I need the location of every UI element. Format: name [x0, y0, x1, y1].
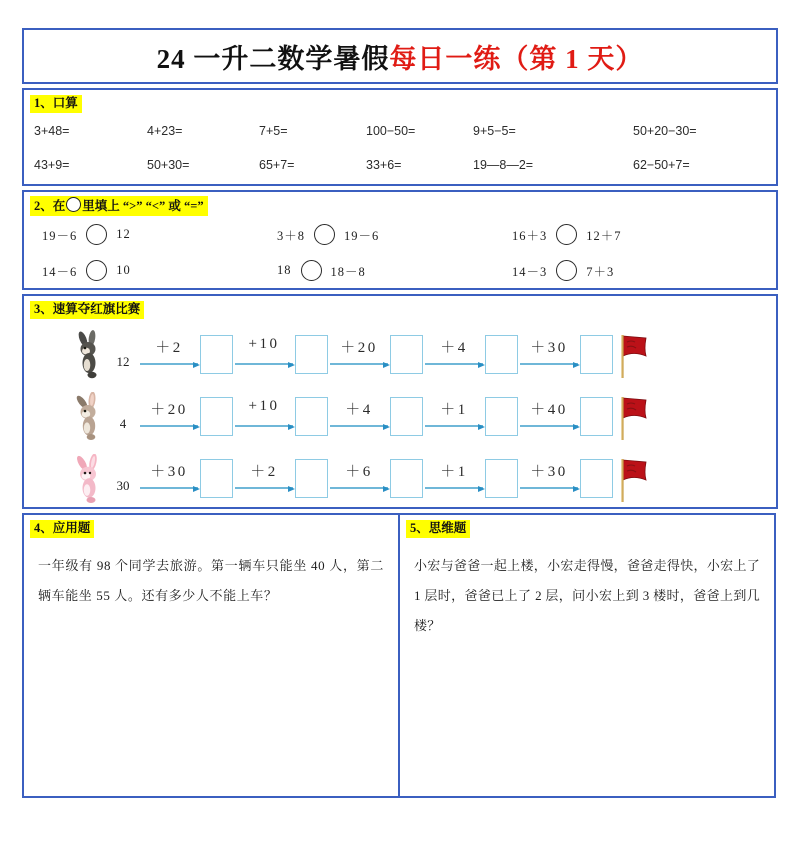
compare-right: 19－6: [344, 228, 380, 243]
answer-box[interactable]: [200, 397, 233, 436]
arrow-line: [330, 487, 388, 488]
section-word-problem: [22, 513, 400, 798]
arrow-line: [235, 487, 293, 488]
arrow-line: [330, 363, 388, 364]
arrow-head-icon: [478, 486, 485, 492]
arrow-head-icon: [573, 362, 580, 368]
operation-arrow: [138, 336, 200, 376]
race-start-value: 12: [116, 354, 130, 369]
section4-number: 4、: [34, 521, 53, 535]
arrow-head-icon: [383, 486, 390, 492]
rabbit-icon: [72, 454, 108, 504]
race-step: [233, 335, 328, 376]
operation-label: ＋20: [340, 339, 378, 356]
arrow-head-icon: [288, 424, 295, 430]
compare-item: [277, 260, 512, 281]
answer-box[interactable]: [485, 459, 518, 498]
section1-title: 口算: [52, 96, 78, 110]
compare-right: 12: [116, 227, 131, 241]
oral-problem: 100−50=: [366, 124, 416, 138]
operation-arrow: [423, 336, 485, 376]
operation-label: ＋6: [345, 463, 373, 480]
answer-box[interactable]: [390, 459, 423, 498]
arrow-line: [140, 363, 198, 364]
arrow-head-icon: [478, 424, 485, 430]
section5-header: [406, 519, 470, 538]
compare-grid: [42, 224, 768, 281]
arrow-head-icon: [573, 486, 580, 492]
operation-arrow: [233, 336, 295, 376]
answer-box[interactable]: [200, 335, 233, 374]
operation-arrow: [423, 398, 485, 438]
section4-header: [30, 519, 94, 538]
section5-title: 思维题: [428, 521, 467, 535]
section1-header: [30, 94, 82, 113]
compare-left: 16＋3: [512, 228, 548, 243]
race-step: [138, 335, 233, 376]
arrow-head-icon: [193, 486, 200, 492]
red-flag-icon: [617, 392, 651, 442]
race-row: [24, 386, 776, 448]
oral-problem: 50+20−30=: [633, 124, 697, 138]
bottom-problems: [22, 513, 778, 798]
answer-box[interactable]: [580, 335, 613, 374]
race-row: [24, 324, 776, 386]
compare-right: 18－8: [330, 264, 366, 279]
section4-title: 应用题: [52, 521, 91, 535]
answer-box[interactable]: [580, 459, 613, 498]
answer-box[interactable]: [295, 335, 328, 374]
operation-arrow: [518, 460, 580, 500]
arrow-head-icon: [478, 362, 485, 368]
title-black-part: 24 一升二数学暑假: [156, 43, 390, 74]
answer-box[interactable]: [485, 397, 518, 436]
arrow-line: [425, 425, 483, 426]
section3-header: [30, 300, 144, 319]
operation-label: ＋40: [530, 401, 568, 418]
answer-box[interactable]: [200, 459, 233, 498]
answer-box[interactable]: [390, 335, 423, 374]
oral-problem: 19—8—2=: [473, 158, 534, 172]
title-banner: [22, 28, 778, 84]
oral-problem: 50+30=: [147, 158, 190, 172]
oral-problem: 43+9=: [34, 158, 70, 172]
operation-arrow: [518, 398, 580, 438]
answer-circle[interactable]: [556, 224, 577, 245]
page-title: [157, 37, 644, 76]
title-red-part: 每日一练（第 1 天）: [389, 43, 644, 74]
race-step: [138, 459, 233, 500]
race-row: [24, 448, 776, 510]
section3-title: 速算夺红旗比赛: [52, 302, 141, 316]
compare-item: [277, 224, 512, 245]
race-step: [328, 459, 423, 500]
answer-circle[interactable]: [301, 260, 322, 281]
arrow-head-icon: [383, 362, 390, 368]
compare-left: 14－3: [512, 264, 548, 279]
compare-left: 18: [277, 263, 292, 277]
compare-item: [42, 260, 277, 281]
race-step: [423, 459, 518, 500]
answer-box[interactable]: [580, 397, 613, 436]
section1-number: 1、: [34, 96, 53, 110]
answer-circle[interactable]: [86, 224, 107, 245]
compare-item: [512, 224, 768, 245]
operation-label: ＋1: [440, 401, 468, 418]
operation-arrow: [233, 460, 295, 500]
race-start-value: 30: [116, 478, 130, 493]
compare-item: [42, 224, 277, 245]
oral-problem: 4+23=: [147, 124, 183, 138]
operation-label: ＋30: [150, 463, 188, 480]
arrow-head-icon: [288, 486, 295, 492]
arrow-line: [425, 487, 483, 488]
compare-left: 3＋8: [277, 228, 306, 243]
compare-left: 19－6: [42, 228, 78, 243]
race-step: [233, 397, 328, 438]
compare-item: [512, 260, 768, 281]
arrow-line: [140, 425, 198, 426]
operation-arrow: [328, 398, 390, 438]
operation-arrow: [328, 336, 390, 376]
operation-arrow: [518, 336, 580, 376]
rabbit-icon: [72, 392, 108, 442]
arrow-head-icon: [193, 362, 200, 368]
answer-circle[interactable]: [556, 260, 577, 281]
answer-box[interactable]: [390, 397, 423, 436]
worksheet-page: [22, 28, 778, 816]
operation-label: ＋2: [250, 463, 278, 480]
race-step: [518, 397, 613, 438]
arrow-head-icon: [193, 424, 200, 430]
arrow-line: [425, 363, 483, 364]
operation-label: +10: [248, 335, 280, 352]
arrow-line: [140, 487, 198, 488]
answer-box[interactable]: [295, 459, 328, 498]
arrow-line: [520, 487, 578, 488]
section3-number: 3、: [34, 302, 53, 316]
section-speed-race: [22, 294, 778, 509]
race-step: [328, 397, 423, 438]
race-step: [138, 397, 233, 438]
compare-left: 14－6: [42, 264, 78, 279]
operation-label: ＋30: [530, 463, 568, 480]
oral-problem: 3+48=: [34, 124, 70, 138]
oral-problem-grid: [34, 124, 768, 172]
operation-arrow: [233, 398, 295, 438]
section-thinking-problem: [398, 513, 776, 798]
arrow-line: [520, 363, 578, 364]
operation-arrow: [423, 460, 485, 500]
red-flag-icon: [617, 330, 651, 380]
answer-circle[interactable]: [314, 224, 335, 245]
answer-box[interactable]: [295, 397, 328, 436]
operation-label: ＋4: [345, 401, 373, 418]
section2-header: [30, 196, 208, 216]
operation-label: ＋4: [440, 339, 468, 356]
race-rows: [24, 324, 776, 510]
race-step: [328, 335, 423, 376]
operation-label: +10: [248, 397, 280, 414]
word-problem-text: 一年级有 98 个同学去旅游。第一辆车只能坐 40 人，第二辆车能坐 55 人。还有多少人不能上车？: [38, 558, 384, 603]
section-oral-arithmetic: [22, 88, 778, 186]
race-step: [518, 459, 613, 500]
operation-label: ＋1: [440, 463, 468, 480]
section2-title-post: 里填上 “>” “<” 或 “=”: [82, 199, 204, 213]
oral-problem: 7+5=: [259, 124, 288, 138]
race-step: [233, 459, 328, 500]
oral-problem: 33+6=: [366, 158, 402, 172]
arrow-line: [520, 425, 578, 426]
compare-right: 10: [116, 263, 131, 277]
answer-box[interactable]: [485, 335, 518, 374]
arrow-line: [235, 363, 293, 364]
section2-number: 2、: [34, 199, 53, 213]
section-compare: [22, 190, 778, 290]
red-flag-icon: [617, 454, 651, 504]
race-step: [518, 335, 613, 376]
rabbit-icon: [72, 330, 108, 380]
operation-label: ＋2: [155, 339, 183, 356]
arrow-head-icon: [383, 424, 390, 430]
circle-icon: [66, 197, 81, 212]
section2-title-pre: 在: [52, 199, 66, 213]
arrow-line: [330, 425, 388, 426]
arrow-line: [235, 425, 293, 426]
race-start-value: 4: [119, 416, 127, 431]
thinking-problem-text: 小宏与爸爸一起上楼，小宏走得慢，爸爸走得快，小宏上了 1 层时，爸爸已上了 2 层，问小宏上到 3 楼时，爸爸上到几楼？: [414, 558, 760, 633]
arrow-head-icon: [573, 424, 580, 430]
arrow-head-icon: [288, 362, 295, 368]
operation-label: ＋20: [150, 401, 188, 418]
oral-problem: 62−50+7=: [633, 158, 690, 172]
operation-arrow: [138, 460, 200, 500]
oral-problem: 9+5−5=: [473, 124, 516, 138]
compare-right: 7＋3: [586, 264, 615, 279]
operation-arrow: [328, 460, 390, 500]
operation-label: ＋30: [530, 339, 568, 356]
race-step: [423, 397, 518, 438]
oral-problem: 65+7=: [259, 158, 295, 172]
answer-circle[interactable]: [86, 260, 107, 281]
section5-number: 5、: [410, 521, 429, 535]
compare-right: 12＋7: [586, 228, 622, 243]
operation-arrow: [138, 398, 200, 438]
race-step: [423, 335, 518, 376]
